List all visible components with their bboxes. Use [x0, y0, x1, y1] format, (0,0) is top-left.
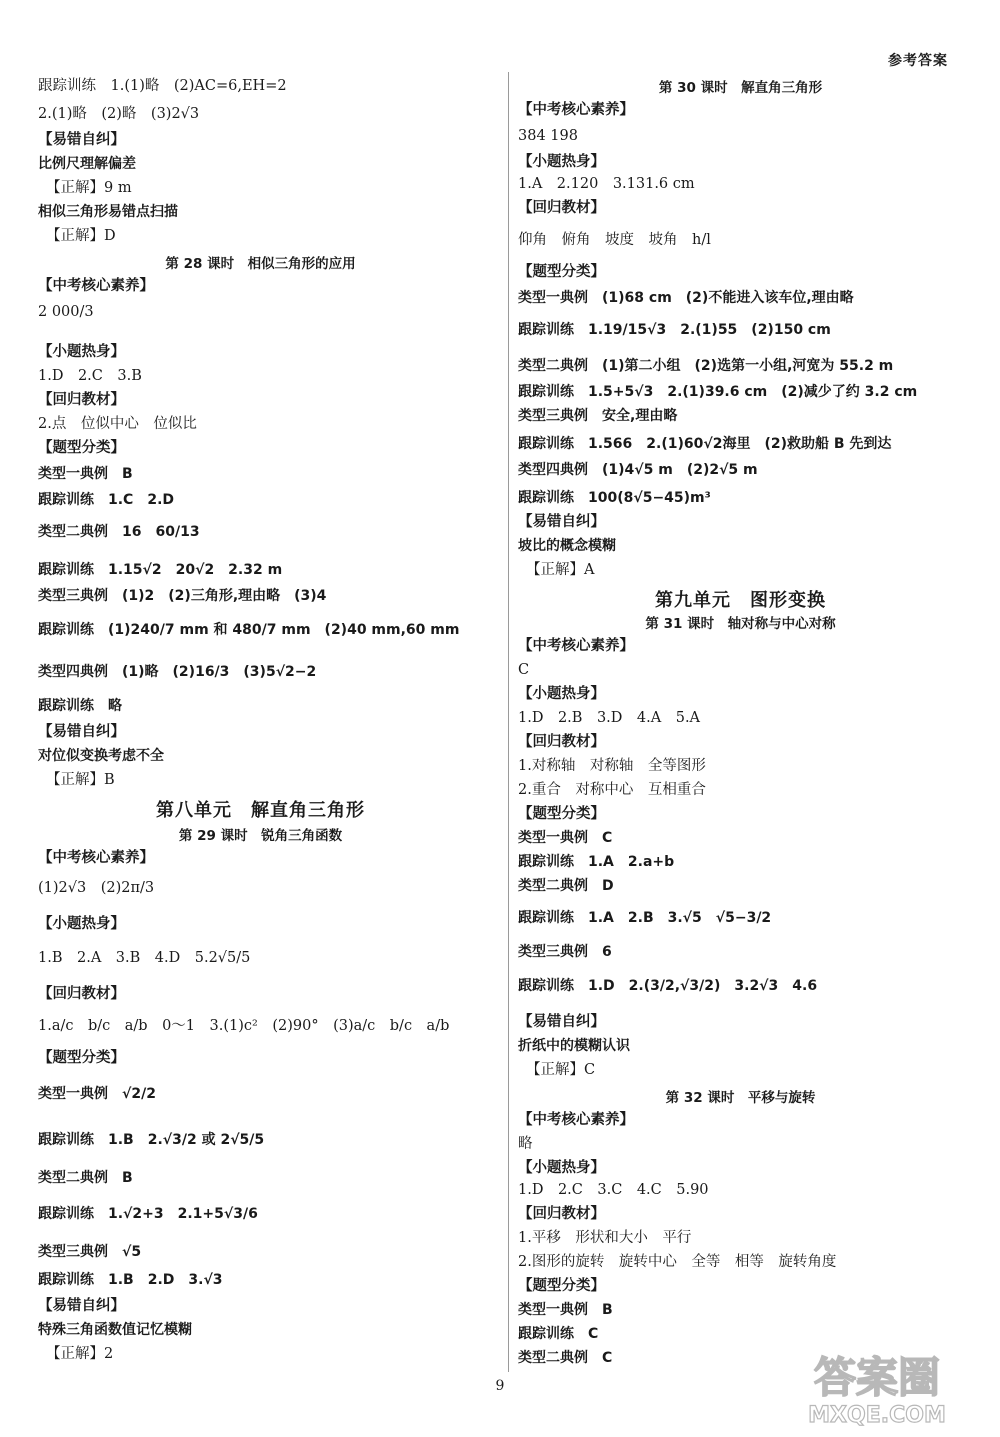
correct-answer: 【正解】C	[526, 1062, 596, 1078]
correct-answer: 【正解】B	[46, 772, 115, 788]
column-divider	[508, 72, 509, 1372]
answer-line: 跟踪训练 1.A 2.B 3.√5 √5−3/2	[518, 910, 772, 926]
answer-line: 1.D 2.B 3.D 4.A 5.A	[518, 710, 701, 726]
answer-line: 1.D 2.C 3.C 4.C 5.90	[518, 1182, 709, 1198]
section-tag: 【易错自纠】	[38, 132, 125, 148]
answer-line: 类型二典例 B	[38, 1170, 133, 1186]
section-tag: 【中考核心素养】	[518, 1112, 634, 1128]
section-tag: 【中考核心素养】	[38, 850, 154, 866]
answer-line: 类型三典例 安全,理由略	[518, 408, 678, 424]
error-topic: 坡比的概念模糊	[518, 538, 616, 554]
answer-line: 2.(1)略 (2)略 (3)2√3	[38, 106, 200, 122]
answer-line: 跟踪训练 1.(1)略 (2)AC=6,EH=2	[38, 78, 287, 94]
watermark-text: 答案圈	[813, 1353, 941, 1402]
answer-line: 跟踪训练 1.5+5√3 2.(1)39.6 cm (2)减少了约 3.2 cm	[518, 384, 918, 400]
section-tag: 【中考核心素养】	[518, 638, 634, 654]
error-topic: 折纸中的模糊认识	[518, 1038, 630, 1054]
answer-line: 类型一典例 B	[38, 466, 133, 482]
section-tag: 【易错自纠】	[518, 1014, 605, 1030]
section-tag: 【回归教材】	[518, 1206, 605, 1222]
error-topic: 对位似变换考虑不全	[38, 748, 164, 764]
answer-line: 384 198	[518, 128, 578, 144]
answer-line: 类型一典例 (1)68 cm (2)不能进入该车位,理由略	[518, 290, 854, 306]
lesson-title: 第 30 课时 解直角三角形	[658, 80, 823, 96]
section-tag: 【小题热身】	[38, 916, 125, 932]
answer-line: 2.图形的旋转 旋转中心 全等 相等 旋转角度	[518, 1254, 837, 1270]
answer-line: 类型一典例 C	[518, 830, 613, 846]
answer-line: 2 000/3	[38, 304, 94, 320]
answer-line: 跟踪训练 1.B 2.√3/2 或 2√5/5	[38, 1132, 265, 1148]
section-tag: 【回归教材】	[38, 986, 125, 1002]
answer-line: 1.平移 形状和大小 平行	[518, 1230, 692, 1246]
answer-line: 类型四典例 (1)4√5 m (2)2√5 m	[518, 462, 758, 478]
section-tag: 【题型分类】	[518, 1278, 605, 1294]
section-tag: 【题型分类】	[518, 806, 605, 822]
watermark-logo	[775, 1344, 980, 1429]
section-tag: 【中考核心素养】	[518, 102, 634, 118]
answer-line: 1.a/c b/c a/b 0～1 3.(1)c² (2)90° (3)a/c b/c a/b	[38, 1018, 450, 1034]
page-header: 参考答案	[888, 53, 948, 69]
answer-line: 类型二典例 16 60/13	[38, 524, 200, 540]
section-tag: 【易错自纠】	[38, 1298, 125, 1314]
answer-line: 跟踪训练 1.C 2.D	[38, 492, 175, 508]
lesson-title: 第 31 课时 轴对称与中心对称	[645, 616, 836, 632]
section-tag: 【回归教材】	[518, 734, 605, 750]
answer-line: 2.点 位似中心 位似比	[38, 416, 197, 432]
unit-title: 第八单元 解直角三角形	[156, 800, 365, 821]
answer-line: 跟踪训练 1.D 2.(3/2,√3/2) 3.2√3 4.6	[518, 978, 818, 994]
section-tag: 【题型分类】	[38, 440, 125, 456]
answer-line: 跟踪训练 (1)240/7 mm 和 480/7 mm (2)40 mm,60 mm	[38, 622, 460, 638]
section-tag: 【题型分类】	[38, 1050, 125, 1066]
unit-title: 第九单元 图形变换	[655, 590, 826, 611]
section-tag: 【回归教材】	[38, 392, 125, 408]
answer-line: 类型一典例 B	[518, 1302, 613, 1318]
answer-line: 1.对称轴 对称轴 全等图形	[518, 758, 706, 774]
answer-line: 2.重合 对称中心 互相重合	[518, 782, 706, 798]
section-tag: 【小题热身】	[518, 1160, 605, 1176]
section-tag: 【小题热身】	[518, 154, 605, 170]
page-number: 9	[495, 1378, 505, 1394]
answer-line: 仰角 俯角 坡度 坡角 h/l	[518, 232, 711, 248]
section-tag: 【小题热身】	[38, 344, 125, 360]
answer-line: 跟踪训练 100(8√5−45)m³	[518, 490, 711, 506]
section-tag: 【题型分类】	[518, 264, 605, 280]
answer-line: 跟踪训练 1.A 2.a+b	[518, 854, 675, 870]
section-tag: 【小题热身】	[518, 686, 605, 702]
error-topic: 相似三角形易错点扫描	[38, 204, 178, 220]
lesson-title: 第 29 课时 锐角三角函数	[178, 828, 343, 844]
answer-line: 类型一典例 √2/2	[38, 1086, 156, 1102]
error-topic: 比例尺理解偏差	[38, 156, 136, 172]
answer-line: 略	[518, 1136, 533, 1152]
section-tag: 【易错自纠】	[38, 724, 125, 740]
lesson-title: 第 28 课时 相似三角形的应用	[165, 256, 356, 272]
answer-line: 类型二典例 C	[518, 1350, 613, 1366]
answer-line: 类型二典例 D	[518, 878, 614, 894]
answer-line: 跟踪训练 略	[38, 698, 122, 714]
answer-line: 跟踪训练 1.15√2 20√2 2.32 m	[38, 562, 283, 578]
answer-line: (1)2√3 (2)2π/3	[38, 880, 155, 896]
section-tag: 【中考核心素养】	[38, 278, 154, 294]
lesson-title: 第 32 课时 平移与旋转	[665, 1090, 816, 1106]
answer-line: 1.D 2.C 3.B	[38, 368, 142, 384]
section-tag: 【回归教材】	[518, 200, 605, 216]
answer-line: 跟踪训练 C	[518, 1326, 599, 1342]
correct-answer: 【正解】2	[46, 1346, 114, 1362]
correct-answer: 【正解】9 m	[46, 180, 132, 196]
answer-line: 类型三典例 6	[518, 944, 612, 960]
answer-line: 跟踪训练 1.√2+3 2.1+5√3/6	[38, 1206, 258, 1222]
error-topic: 特殊三角函数值记忆模糊	[38, 1322, 192, 1338]
correct-answer: 【正解】D	[46, 228, 116, 244]
watermark-url: MXQE.COM	[808, 1403, 946, 1428]
answer-line: 类型三典例 (1)2 (2)三角形,理由略 (3)4	[38, 588, 327, 604]
answer-line: 1.A 2.120 3.131.6 cm	[518, 176, 695, 192]
answer-line: C	[518, 662, 530, 678]
answer-line: 1.B 2.A 3.B 4.D 5.2√5/5	[38, 950, 251, 966]
correct-answer: 【正解】A	[526, 562, 595, 578]
answer-line: 类型二典例 (1)第二小组 (2)选第一小组,河宽为 55.2 m	[518, 358, 894, 374]
answer-line: 跟踪训练 1.B 2.D 3.√3	[38, 1272, 223, 1288]
answer-line: 跟踪训练 1.19/15√3 2.(1)55 (2)150 cm	[518, 322, 831, 338]
answer-line: 类型四典例 (1)略 (2)16/3 (3)5√2−2	[38, 664, 317, 680]
section-tag: 【易错自纠】	[518, 514, 605, 530]
answer-line: 类型三典例 √5	[38, 1244, 142, 1260]
answer-line: 跟踪训练 1.566 2.(1)60√2海里 (2)救助船 B 先到达	[518, 436, 892, 452]
